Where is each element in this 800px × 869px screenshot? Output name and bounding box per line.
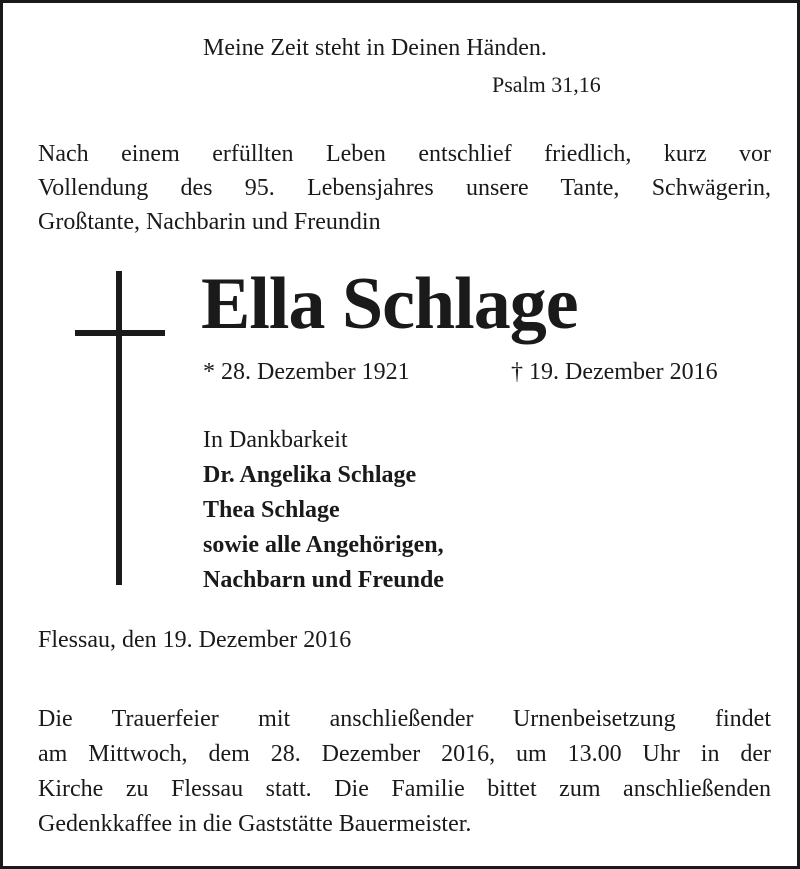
- intro-paragraph: [38, 137, 771, 239]
- funeral-line: Die Trauerfeier mit anschließender Urnenbeisetzung findet: [38, 706, 771, 732]
- funeral-line: Kirche zu Flessau statt. Die Familie bittet zum anschließenden: [38, 776, 771, 802]
- mourner-name: sowie alle Angehörigen,: [203, 532, 444, 558]
- cross-icon: [116, 271, 122, 585]
- mourner-name: Dr. Angelika Schlage: [203, 462, 417, 488]
- birth-date: * 28. Dezember 1921: [203, 359, 410, 385]
- mourners-list: [203, 458, 444, 598]
- death-date: † 19. Dezember 2016: [511, 359, 718, 385]
- mourner-name: Nachbarn und Freunde: [203, 567, 444, 593]
- funeral-details: [38, 702, 771, 842]
- cross-icon-bar: [75, 330, 165, 336]
- deceased-name: Ella Schlage: [201, 263, 578, 345]
- funeral-line: Gedenkkaffee in die Gaststätte Bauermeister.: [38, 811, 472, 837]
- gratitude-line: In Dankbarkeit: [203, 427, 348, 453]
- intro-line: Großtante, Nachbarin und Freundin: [38, 209, 381, 235]
- mourner-name: Thea Schlage: [203, 497, 340, 523]
- intro-line: Nach einem erfüllten Leben entschlief friedlich, kurz vor: [38, 141, 771, 167]
- bible-verse: Meine Zeit steht in Deinen Händen.: [203, 35, 547, 61]
- intro-line: Vollendung des 95. Lebensjahres unsere Tante, Schwägerin,: [38, 175, 771, 201]
- funeral-line: am Mittwoch, dem 28. Dezember 2016, um 13.00 Uhr in der: [38, 741, 771, 767]
- verse-reference: Psalm 31,16: [492, 72, 601, 97]
- place-and-date: Flessau, den 19. Dezember 2016: [38, 627, 352, 653]
